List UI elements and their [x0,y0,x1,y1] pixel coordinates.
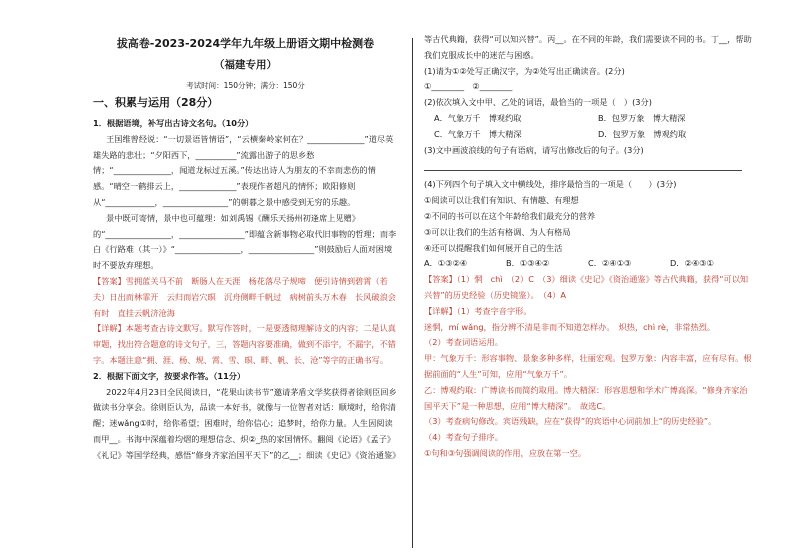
option-b: B．①③④② [506,258,550,269]
exam-subtitle: （福建专用） [214,59,277,71]
question-2-3: (3)文中画波浪线的句子有语病，请写出修改后的句子。(3分) [424,144,644,155]
detail-line-2: （2）考查词语运用。 [424,337,503,348]
question-2-1: (1)请为①②处写正确汉字，为②处写出正确读音。(2分) [424,65,625,76]
option-c: C．气象万千 博大精深 [434,128,522,139]
question-1-paragraph-2: 景中既可寄情，景中也可蕴理：如刘禹锡《酬乐天扬州初逢席上见赠》的“________________，________________”即蕴含新事物必取代旧事物的哲理；而李白《行路难（其一）》“________________，________________”则鼓励后人面对困境时不要放弃理想。 [93,212,397,271]
detail-heading: 【详解】（1）考查字音字形。 [424,305,532,316]
option-a: A．①③②④ [424,258,468,269]
question-2-2: (2)依次填入文中甲、乙处的词语，最恰当的一项是（ ）(3分) [424,97,652,108]
column-divider [412,38,413,548]
question-1-detail: 【详解】本题考查古诗文默写。默写作答时，一是要透彻理解诗文的内容；二是认真审题，找出符合题意的诗文句子，三，答题内容要准确，做到不添字，不漏字，不错字。本题注意“拥、涯、杨、规、霄、雪、暝、畔、帆、长、沧”等字的正确书写。 [93,323,396,365]
right-column [424,32,752,462]
question-1-paragraph-1: 王国维曾经说：“一切景语皆情语”，“云横秦岭家何在？______________”道尽英雄失路的悲壮；“夕阳西下，__________”流露出游子的思乡愁情；“______________，闻道龙标过五溪。”传达出诗人为朋友的不幸而悲伤的情感。“晴空一鹤排云上，______________”表现作者超凡的情怀；欧阳修则从“____________，________________”的朝暮之景中感受到无穷的乐趣。 [93,133,394,207]
detail-line-6: （4）考查句子排序。 [424,432,503,443]
option-d: D．包罗万象 博观约取 [598,128,687,139]
option-c: C．②④①③ [588,258,632,269]
question-2-title: 2．根据下面文字，按要求作答。（11分） [93,370,246,381]
question-2-2-options [424,111,752,143]
question-2-4-options [424,256,752,272]
detail-line-7: ①句和③句强调阅读的作用，应放在第一空。 [424,447,587,458]
exam-meta: 考试时间：150分钟；满分：150分 [186,81,305,90]
sentence-2: ②不同的书可以在这个年龄给我们最充分的营养 [424,210,596,221]
detail-line-5: （3）考查病句修改。宾语残缺，应在“获得”的宾语中心词前加上“的历史经验”。 [424,416,717,427]
question-2-1-blanks: ①________ ②________ [424,81,513,92]
answer-line [424,158,742,171]
sentence-4: ④还可以提醒我们如何展开自己的生活 [424,242,563,253]
passage-continuation: 等古代典籍，获得“可以知兴替”。丙__。在不同的年龄，我们需要读不同的书。丁__，帮助我们克服成长中的迷茫与困惑。 [424,34,752,60]
sentence-3: ③可以让我们的生活有格调、为人有格局 [424,226,571,237]
question-2-passage: 2022年4月23日全民阅读日，“花果山读书节”邀请茅盾文学奖获得者徐则臣回乡做读书分享会。徐则臣认为，品读一本好书，就像与一位智者对话：顺境时，给你清醒；迷wǎng①时，给你希望；困难时，给你信心；追梦时，给你力量。人生因阅读而甲__。书海中深蕴着均熠的理想信念、炽②_热的家国情怀。翻阅《论语》《孟子》《礼记》等国学经典，感悟“修身齐家治国平天下”的乙__；细读《史记》《资治通鉴》 [93,386,401,460]
left-column [93,32,401,464]
option-a: A．气象万千 博观约取 [434,112,522,123]
question-2-4: (4)下列四个句子填入文中横线处，排序最恰当的一项是（ ）(3分) [424,179,677,190]
option-b: B．包罗万象 博大精深 [598,112,686,123]
detail-line-1: 迷惘，mí wǎng，指分辨不清是非而不知道怎样办。 炽热，chì rè，非常热烈。 [424,321,716,332]
question-1-title: 1．根据语境，补写出古诗文名句。（10分） [93,118,254,128]
option-d: D．②④③① [670,258,714,269]
detail-line-4: 乙：博观约取：广博读书而简约取用。博大精深：形容思想和学术广博高深。“修身齐家治国平天下”是一种思想，应用“博大精深”。 故选C。 [424,384,748,411]
detail-line-3: 甲：气象万千：形容事物、景象多种多样，壮丽宏观。包罗万象：内容丰富，应有尽有。根据前面的“人生”可知，应用“气象万千”。 [424,353,752,379]
exam-title: 拔高卷-2023-2024学年九年级上册语文期中检测卷 [116,37,375,50]
sentence-1: ①阅读可以让我们有知识、有情趣、有理想 [424,195,579,206]
question-1-answer: 【答案】雪拥蓝关马不前 断肠人在天涯 杨花落尽子规啼 便引诗情到碧霄（若夫）日出而林霏开 云归而岩穴暝 沉舟侧畔千帆过 病树前头万木春 长风破浪会有时 直挂云帆济沧海 [93,275,396,318]
section-heading: 一、积累与运用（28分） [93,96,219,109]
question-2-answer: 【答案】（1）惘 chì （2）C （3）细读《史记》《资治通鉴》等古代典籍，获得“可以知兴替”的历史经验（历史镜鉴）。 （4）A [424,274,749,300]
